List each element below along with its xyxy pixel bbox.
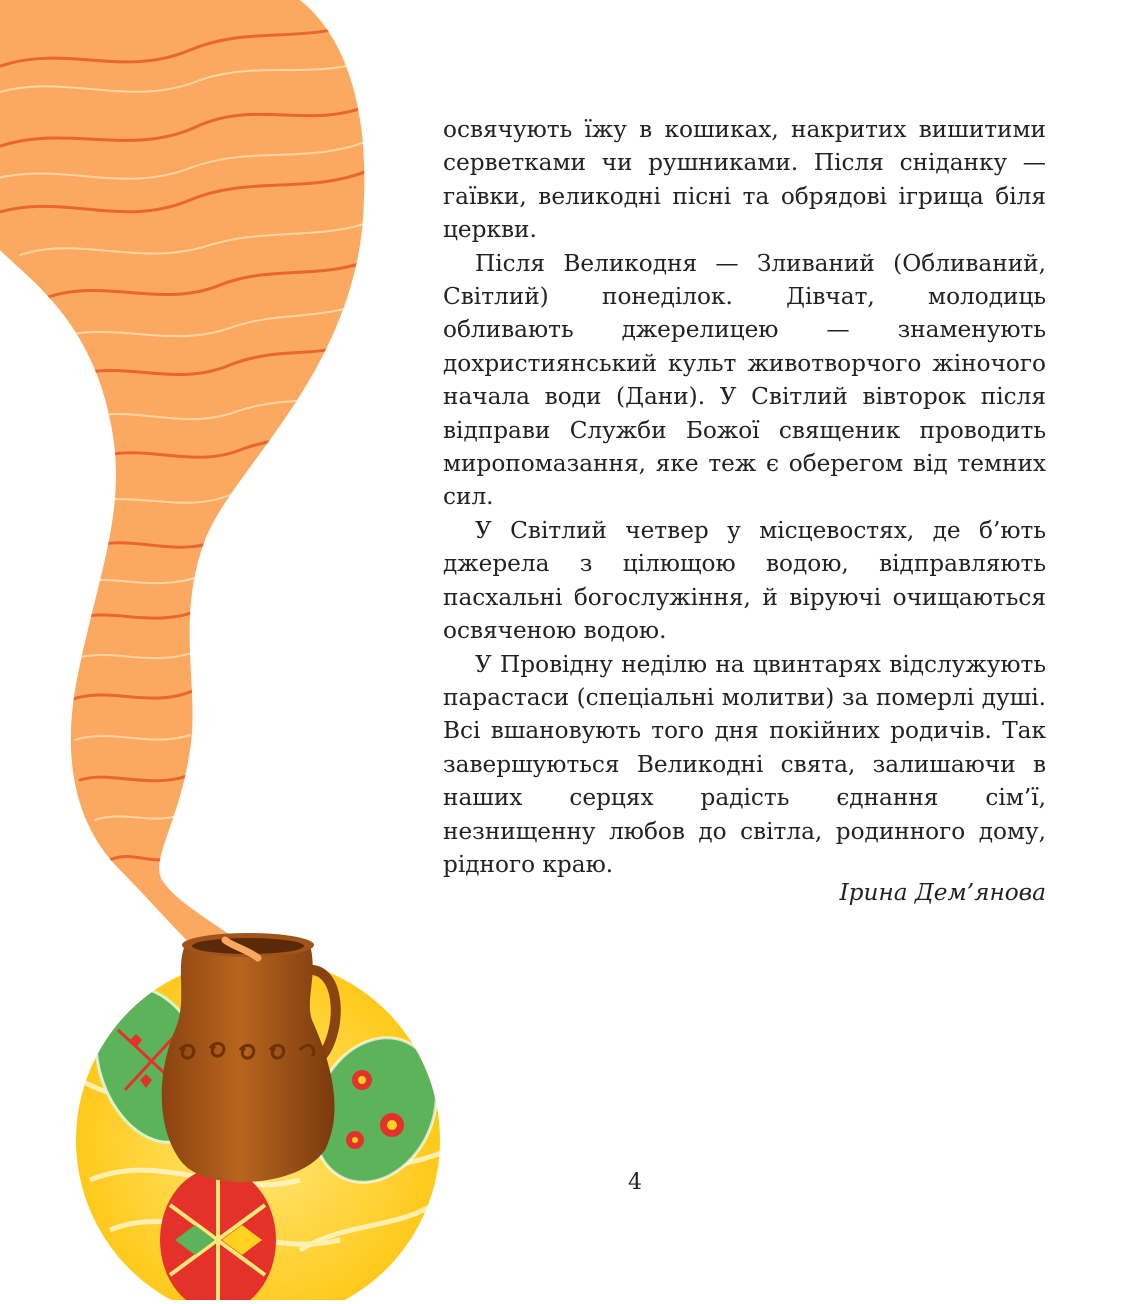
steam-stream-icon <box>0 0 370 958</box>
article-paragraph: У Провідну неділю на цвинтарях відслужують парастаси (спеціальні молитви) за померлі душі. Всі вшановують того дня покійних родичів. Так завершуються Великодні свята, залишаючи в наших серцях радість єднання сім’ї, незнищенну любов до світла, родинного дому, рідного краю. <box>443 650 1046 878</box>
author-signature: Ірина Дем’янова <box>839 879 1046 906</box>
article-paragraph: У Світлий четвер у місцевостях, де б’ють джерела з цілющою водою, відправляють пасхальні богослужіння, й віруючі очищаються освяченою водою. <box>443 516 1046 645</box>
article-paragraph: Після Великодня — Зливаний (Обливаний, Світлий) понеділок. Дівчат, молодиць обливають джерелицею — знаменують дохристиянський культ животворчого жіночого начала води (Дани). У Світлий вівторок після відправи Служби Божої священик проводить миропомазання, яке теж є оберегом від темних сил. <box>443 249 1046 511</box>
easter-illustration <box>0 0 470 1300</box>
page-number: 4 <box>628 1170 642 1195</box>
article-paragraph: освячують їжу в кошиках, накритих вишитими серветками чи рушниками. Після сніданку — гаївки, великодні пісні та обрядові ігрища біля церкви. <box>443 116 1046 244</box>
clay-jug-icon <box>162 933 336 1182</box>
article-text <box>443 113 1046 881</box>
